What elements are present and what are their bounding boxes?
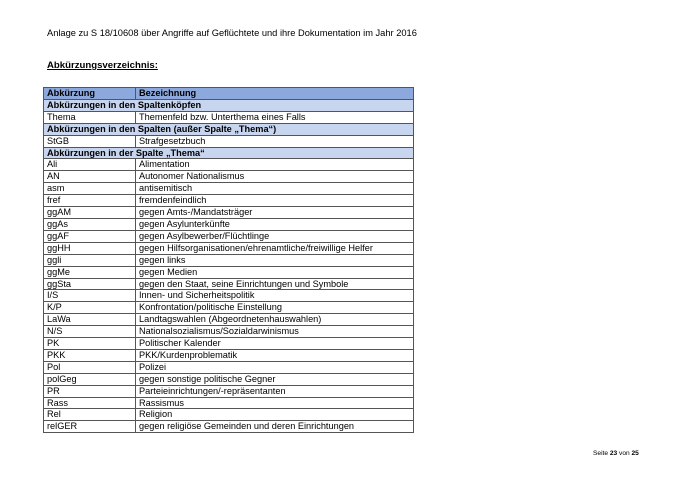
- table-row: [44, 385, 414, 397]
- description-cell: gegen Hilfsorganisationen/ehrenamtliche/freiwillige Helfer: [136, 242, 414, 254]
- description-cell: gegen religiöse Gemeinden und deren Einrichtungen: [136, 421, 414, 433]
- abbreviation-cell: LaWa: [44, 314, 136, 326]
- table-row: [44, 242, 414, 254]
- document-header: Anlage zu S 18/10608 über Angriffe auf Geflüchtete und ihre Dokumentation im Jahr 2016: [47, 28, 417, 38]
- abbreviation-cell: ggSta: [44, 278, 136, 290]
- description-cell: Autonomer Nationalismus: [136, 171, 414, 183]
- description-cell: Alimentation: [136, 159, 414, 171]
- abbreviation-cell: polGeg: [44, 373, 136, 385]
- abbreviation-table: [43, 87, 414, 433]
- page-current: 23: [609, 450, 618, 457]
- abbreviation-cell: AN: [44, 171, 136, 183]
- abbreviation-cell: PK: [44, 338, 136, 350]
- table-row: [44, 302, 414, 314]
- description-cell: gegen Asylbewerber/Flüchtlinge: [136, 230, 414, 242]
- description-cell: PKK/Kurdenproblematik: [136, 349, 414, 361]
- description-cell: gegen den Staat, seine Einrichtungen und Symbole: [136, 278, 414, 290]
- abbreviation-cell: Thema: [44, 111, 136, 123]
- abbreviation-cell: StGB: [44, 135, 136, 147]
- table-row: [44, 349, 414, 361]
- page-number: [593, 450, 639, 457]
- abbreviation-cell: ggli: [44, 254, 136, 266]
- group-header-columns-except-theme: Abkürzungen in den Spalten (außer Spalte „Thema“): [44, 123, 414, 135]
- abbreviation-cell: ggMe: [44, 266, 136, 278]
- abbreviation-cell: relGER: [44, 421, 136, 433]
- abbreviation-cell: PR: [44, 385, 136, 397]
- abbreviation-cell: K/P: [44, 302, 136, 314]
- table-row: [44, 278, 414, 290]
- description-cell: gegen links: [136, 254, 414, 266]
- group-header-row: [44, 147, 414, 159]
- description-cell: Landtagswahlen (Abgeordnetenhauswahlen): [136, 314, 414, 326]
- abbreviation-cell: N/S: [44, 326, 136, 338]
- group-header-row: [44, 99, 414, 111]
- column-header-description: Bezeichnung: [136, 88, 414, 100]
- table-row: [44, 361, 414, 373]
- group-header-theme-column: Abkürzungen in der Spalte „Thema“: [44, 147, 414, 159]
- group-header-column-heads: Abkürzungen in den Spaltenköpfen: [44, 99, 414, 111]
- abbreviation-cell: ggHH: [44, 242, 136, 254]
- page-separator: von: [617, 450, 632, 457]
- abbreviation-cell: ggAs: [44, 218, 136, 230]
- description-cell: Strafgesetzbuch: [136, 135, 414, 147]
- table-row: [44, 171, 414, 183]
- description-cell: Parteieinrichtungen/-repräsentanten: [136, 385, 414, 397]
- description-cell: gegen Amts-/Mandatsträger: [136, 207, 414, 219]
- section-title: Abkürzungsverzeichnis:: [47, 60, 158, 71]
- abbreviation-cell: Rass: [44, 397, 136, 409]
- abbreviation-cell: fref: [44, 195, 136, 207]
- description-cell: Polizei: [136, 361, 414, 373]
- abbreviation-cell: asm: [44, 183, 136, 195]
- table-row: [44, 338, 414, 350]
- description-cell: gegen Asylunterkünfte: [136, 218, 414, 230]
- table-row: [44, 111, 414, 123]
- description-cell: Nationalsozialismus/Sozialdarwinismus: [136, 326, 414, 338]
- table-row: [44, 326, 414, 338]
- table-row: [44, 183, 414, 195]
- abbreviation-cell: Pol: [44, 361, 136, 373]
- description-cell: gegen Medien: [136, 266, 414, 278]
- table-header-row: [44, 88, 414, 100]
- description-cell: Rassismus: [136, 397, 414, 409]
- description-cell: Innen- und Sicherheitspolitik: [136, 290, 414, 302]
- table-row: [44, 290, 414, 302]
- table-row: [44, 397, 414, 409]
- group-header-row: [44, 123, 414, 135]
- table-row: [44, 195, 414, 207]
- table-row: [44, 230, 414, 242]
- table-row: [44, 373, 414, 385]
- table-row: [44, 421, 414, 433]
- table-row: [44, 159, 414, 171]
- table-row: [44, 218, 414, 230]
- description-cell: Themenfeld bzw. Unterthema eines Falls: [136, 111, 414, 123]
- table-row: [44, 266, 414, 278]
- column-header-abbreviation: Abkürzung: [44, 88, 136, 100]
- description-cell: Politischer Kalender: [136, 338, 414, 350]
- description-cell: Religion: [136, 409, 414, 421]
- abbreviation-cell: Ali: [44, 159, 136, 171]
- abbreviation-cell: PKK: [44, 349, 136, 361]
- table-row: [44, 207, 414, 219]
- abbreviation-cell: Rel: [44, 409, 136, 421]
- description-cell: antisemitisch: [136, 183, 414, 195]
- table-row: [44, 409, 414, 421]
- abbreviation-cell: I/S: [44, 290, 136, 302]
- description-cell: gegen sonstige politische Gegner: [136, 373, 414, 385]
- page-prefix: Seite: [593, 450, 610, 457]
- description-cell: fremdenfeindlich: [136, 195, 414, 207]
- page-total: 25: [631, 450, 639, 457]
- table-row: [44, 314, 414, 326]
- description-cell: Konfrontation/politische Einstellung: [136, 302, 414, 314]
- table-row: [44, 135, 414, 147]
- table-row: [44, 254, 414, 266]
- abbreviation-cell: ggAM: [44, 207, 136, 219]
- abbreviation-cell: ggAF: [44, 230, 136, 242]
